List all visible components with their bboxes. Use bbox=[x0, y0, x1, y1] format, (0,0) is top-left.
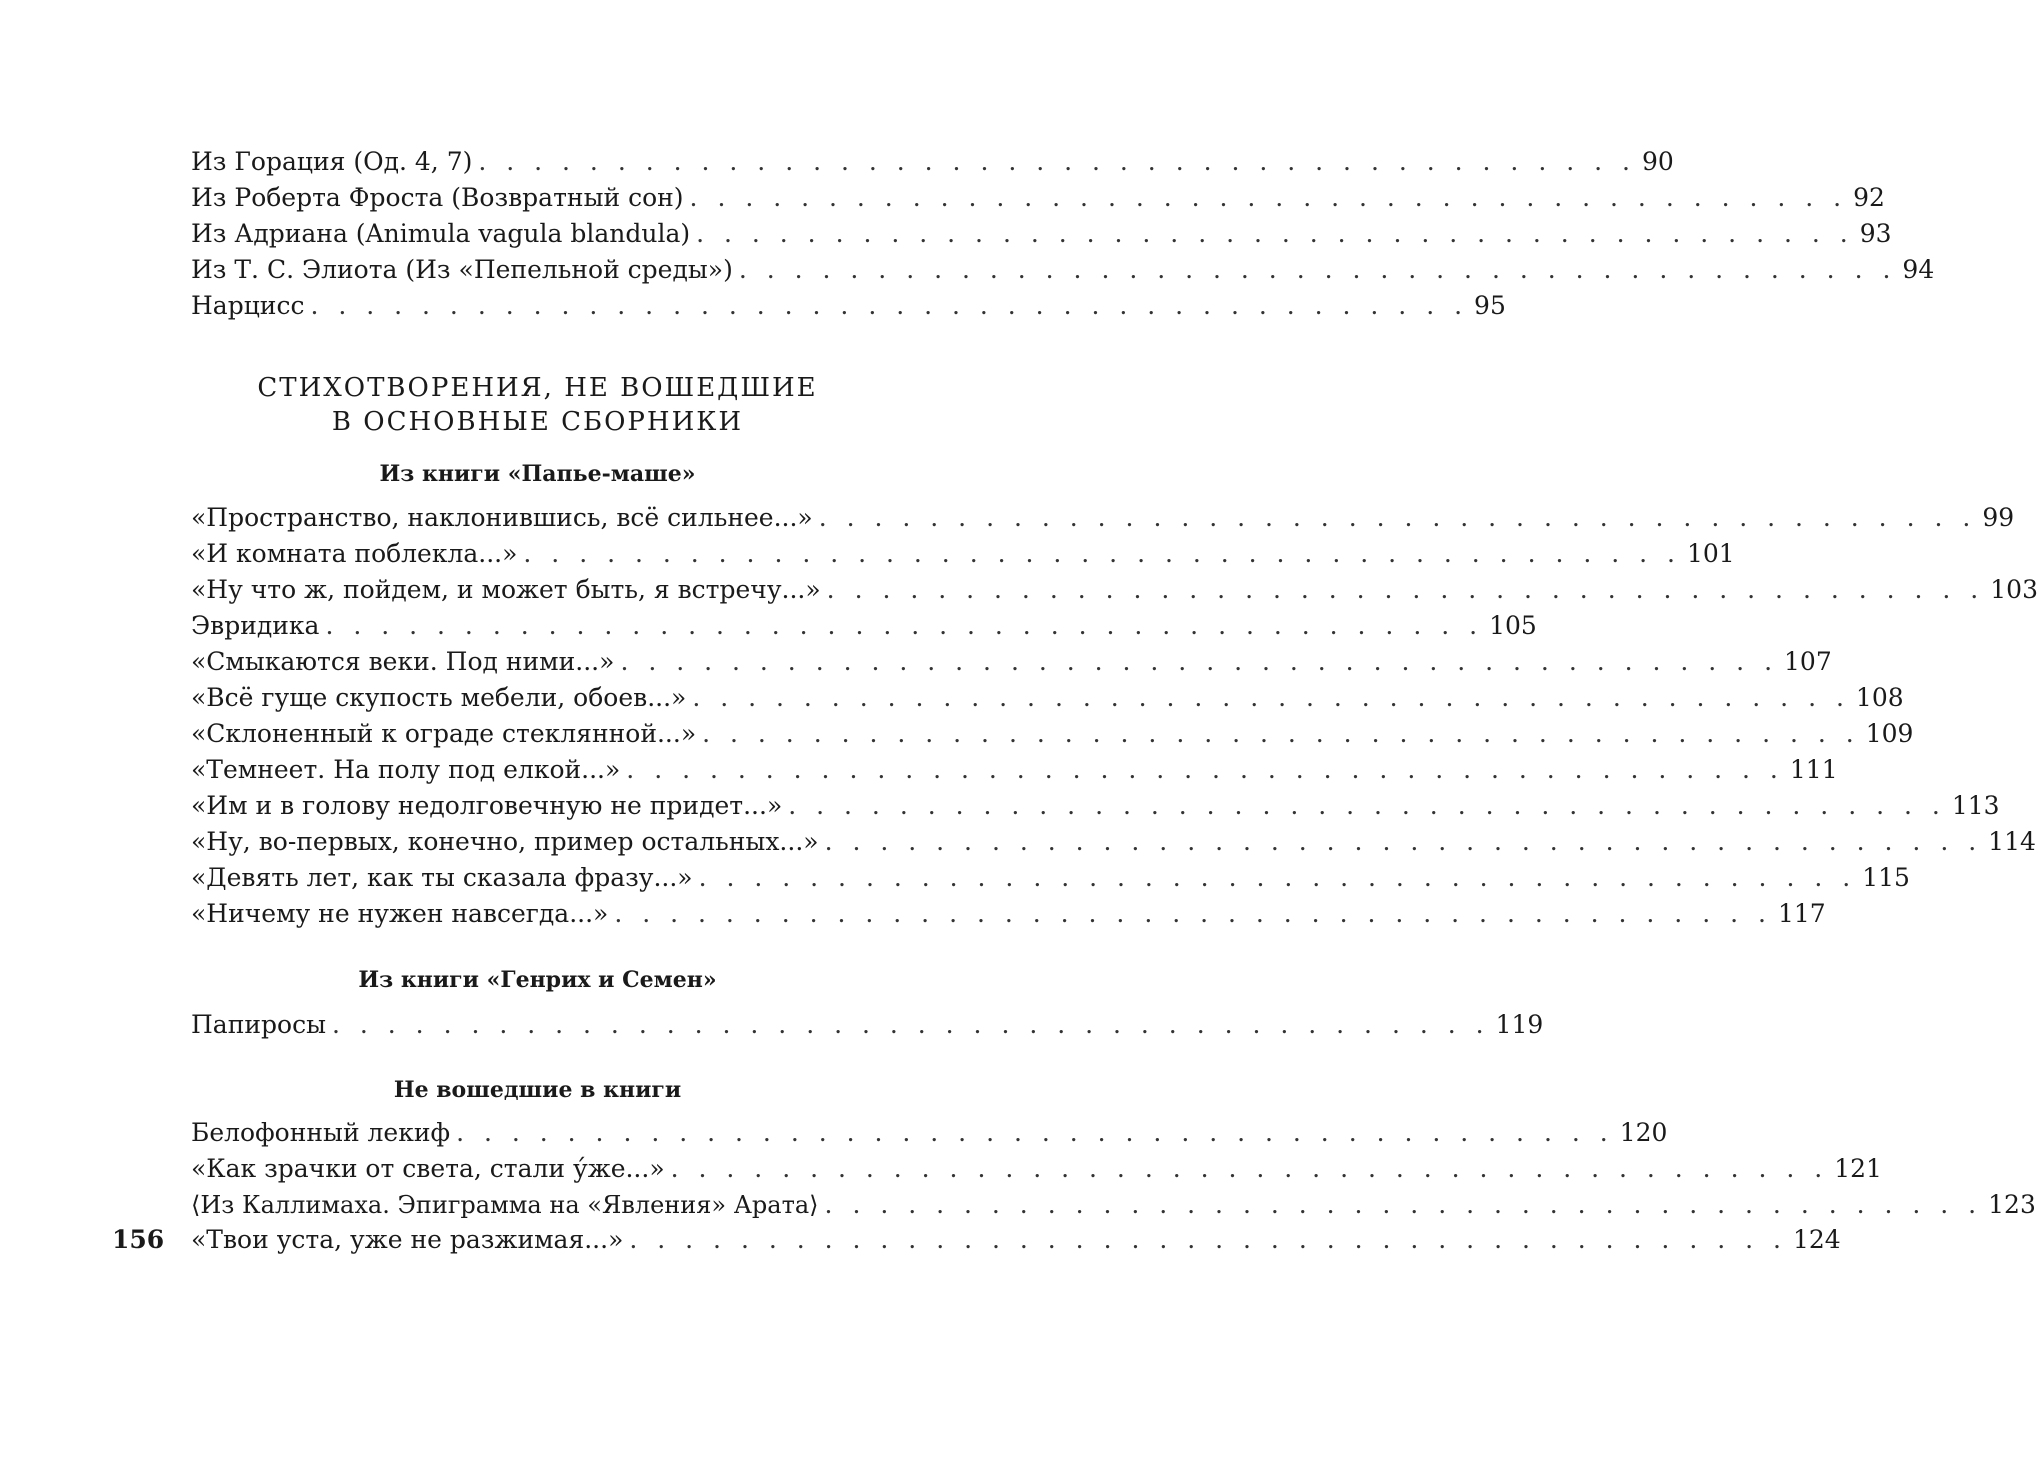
toc-entry bbox=[191, 644, 1832, 680]
toc-entry bbox=[191, 860, 1910, 896]
section-title-line-1: СТИХОТВОРЕНИЯ, НЕ ВОШЕДШИЕ bbox=[257, 373, 818, 403]
toc-entry bbox=[191, 1151, 1882, 1187]
dot-leader: . . . . . . . . . . . . . . . . . . . . . . . . . . . . . . . . . . . . . . . . . . bbox=[696, 219, 1854, 248]
entry-title: Из Горация (Од. 4, 7) bbox=[191, 147, 473, 176]
entry-page: 124 bbox=[1792, 1225, 1841, 1254]
entry-title: «Всё гуще скупость мебели, обоев...» bbox=[191, 683, 687, 712]
entry-page: 108 bbox=[1855, 683, 1904, 712]
entry-page: 115 bbox=[1862, 863, 1910, 892]
toc-entry bbox=[191, 288, 1506, 324]
entry-title: Из Т. С. Элиота (Из «Пепельной среды») bbox=[191, 255, 733, 284]
entry-page: 121 bbox=[1834, 1154, 1882, 1183]
toc-entry bbox=[191, 1007, 1544, 1043]
dot-leader: . . . . . . . . . . . . . . . . . . . . . . . . . . . . . . . . . . . . . . . . . . bbox=[670, 1154, 1829, 1183]
entry-page: 94 bbox=[1902, 255, 1935, 284]
entry-page: 119 bbox=[1495, 1010, 1544, 1039]
entry-title: «Ну что ж, пойдем, и может быть, я встречу...» bbox=[191, 575, 821, 604]
entry-title: «Твои уста, уже не разжимая...» bbox=[191, 1225, 624, 1254]
entry-page: 99 bbox=[1982, 503, 2015, 532]
entry-page: 107 bbox=[1784, 647, 1832, 676]
dot-leader: . . . . . . . . . . . . . . . . . . . . . . . . . . . . . . . . . . . . . . . . . . bbox=[629, 1225, 1787, 1254]
entry-title: Из Адриана (Animula vagula blandula) bbox=[191, 219, 691, 248]
entry-page: 93 bbox=[1859, 219, 1892, 248]
dot-leader: . . . . . . . . . . . . . . . . . . . . . . . . . . . . . . . . . . . . . . . . . . bbox=[702, 719, 1860, 748]
entry-title: Нарцисс bbox=[191, 291, 305, 320]
toc-entry bbox=[191, 608, 1537, 644]
toc-entry bbox=[191, 896, 1826, 932]
entry-page: 92 bbox=[1853, 183, 1885, 212]
dot-leader: . . . . . . . . . . . . . . . . . . . . . . . . . . . . . . . . . . . . . . . . . . bbox=[620, 647, 1779, 676]
toc-entry bbox=[191, 144, 1674, 180]
dot-leader: . . . . . . . . . . . . . . . . . . . . . . . . . . . . . . . . . . . . . . . . . . bbox=[826, 575, 1985, 604]
toc-entry bbox=[191, 572, 2038, 608]
toc-entry bbox=[191, 788, 2000, 824]
dot-leader: . . . . . . . . . . . . . . . . . . . . . . . . . . . . . . . . . . . . . . . . . . bbox=[626, 755, 1784, 784]
entry-title: «Девять лет, как ты сказала фразу...» bbox=[191, 863, 693, 892]
toc-entry bbox=[191, 216, 1892, 252]
toc-entry bbox=[191, 824, 2036, 860]
subsection-heading: Не вошедшие в книги bbox=[393, 1077, 682, 1103]
dot-leader: . . . . . . . . . . . . . . . . . . . . . . . . . . . . . . . . . . . . . . . . . . bbox=[325, 611, 1484, 640]
entry-page: 105 bbox=[1489, 611, 1537, 640]
subsection-heading: Из книги «Генрих и Семен» bbox=[358, 967, 717, 993]
section-title-line-2: В ОСНОВНЫЕ СБОРНИКИ bbox=[331, 407, 744, 437]
dot-leader: . . . . . . . . . . . . . . . . . . . . . . . . . . . . . . . . . . . . . . . . . . bbox=[689, 183, 1848, 212]
toc-entry bbox=[191, 1187, 2036, 1223]
entry-title: «Как зрачки от света, стали у́же...» bbox=[191, 1154, 665, 1183]
dot-leader: . . . . . . . . . . . . . . . . . . . . . . . . . . . . . . . . . . . . . . . . . . bbox=[788, 791, 1946, 820]
toc-entry bbox=[191, 500, 2015, 536]
toc-entry bbox=[191, 536, 1735, 572]
entry-title: Эвридика bbox=[191, 611, 320, 640]
dot-leader: . . . . . . . . . . . . . . . . . . . . . . . . . . . . . . . . . . . . . . . . . . bbox=[692, 683, 1850, 712]
entry-page: 103 bbox=[1990, 575, 2038, 604]
dot-leader: . . . . . . . . . . . . . . . . . . . . . . . . . . . . . . . . . . . . . . . . . . bbox=[824, 1190, 1983, 1219]
dot-leader: . . . . . . . . . . . . . . . . . . . . . . . . . . . . . . . . . . . . . . . . . . bbox=[738, 255, 1897, 284]
dot-leader: . . . . . . . . . . . . . . . . . . . . . . . . . . . . . . . . . . . . . . . . . . bbox=[478, 147, 1636, 176]
entry-title: Папиросы bbox=[191, 1010, 326, 1039]
subsection-heading: Из книги «Папье-маше» bbox=[379, 461, 696, 487]
entry-title: «Пространство, наклонившись, всё сильнее...» bbox=[191, 503, 813, 532]
entry-page: 117 bbox=[1777, 899, 1826, 928]
toc-entry bbox=[191, 252, 1935, 288]
entry-page: 123 bbox=[1988, 1190, 2036, 1219]
entry-page: 109 bbox=[1865, 719, 1914, 748]
entry-page: 95 bbox=[1474, 291, 1506, 320]
entry-title: Белофонный лекиф bbox=[191, 1118, 451, 1147]
dot-leader: . . . . . . . . . . . . . . . . . . . . . . . . . . . . . . . . . . . . . . . . . . bbox=[523, 539, 1681, 568]
dot-leader: . . . . . . . . . . . . . . . . . . . . . . . . . . . . . . . . . . . . . . . . . . bbox=[818, 503, 1977, 532]
entry-page: 101 bbox=[1687, 539, 1735, 568]
page-number: 156 bbox=[112, 1225, 165, 1254]
entry-title: «Им и в голову недолговечную не придет...» bbox=[191, 791, 783, 820]
dot-leader: . . . . . . . . . . . . . . . . . . . . . . . . . . . . . . . . . . . . . . . . . . bbox=[824, 827, 1983, 856]
toc-entry bbox=[191, 1222, 1841, 1258]
entry-title: «Смыкаются веки. Под ними...» bbox=[191, 647, 615, 676]
entry-title: ⟨Из Каллимаха. Эпиграмма на «Явления» Арата⟩ bbox=[191, 1191, 819, 1219]
entry-page: 114 bbox=[1988, 827, 2036, 856]
toc-entry bbox=[191, 752, 1838, 788]
dot-leader: . . . . . . . . . . . . . . . . . . . . . . . . . . . . . . . . . . . . . . . . . . bbox=[456, 1118, 1614, 1147]
dot-leader: . . . . . . . . . . . . . . . . . . . . . . . . . . . . . . . . . . . . . . . . . . bbox=[310, 291, 1469, 320]
toc-entry bbox=[191, 716, 1914, 752]
dot-leader: . . . . . . . . . . . . . . . . . . . . . . . . . . . . . . . . . . . . . . . . . . bbox=[698, 863, 1857, 892]
dot-leader: . . . . . . . . . . . . . . . . . . . . . . . . . . . . . . . . . . . . . . . . . . bbox=[332, 1010, 1490, 1039]
toc-entry bbox=[191, 680, 1904, 716]
entry-page: 111 bbox=[1789, 755, 1838, 784]
entry-title: «Склоненный к ограде стеклянной...» bbox=[191, 719, 697, 748]
dot-leader: . . . . . . . . . . . . . . . . . . . . . . . . . . . . . . . . . . . . . . . . . . bbox=[614, 899, 1772, 928]
entry-page: 120 bbox=[1619, 1118, 1668, 1147]
entry-title: «Ну, во-первых, конечно, пример остальных...» bbox=[191, 827, 819, 856]
toc-entry bbox=[191, 1115, 1668, 1151]
entry-title: Из Роберта Фроста (Возвратный сон) bbox=[191, 183, 684, 212]
entry-title: «Темнеет. На полу под елкой...» bbox=[191, 755, 621, 784]
entry-page: 90 bbox=[1641, 147, 1674, 176]
entry-title: «И комната поблекла...» bbox=[191, 539, 518, 568]
toc-entry bbox=[191, 180, 1885, 216]
entry-page: 113 bbox=[1951, 791, 2000, 820]
entry-title: «Ничему не нужен навсегда...» bbox=[191, 899, 609, 928]
